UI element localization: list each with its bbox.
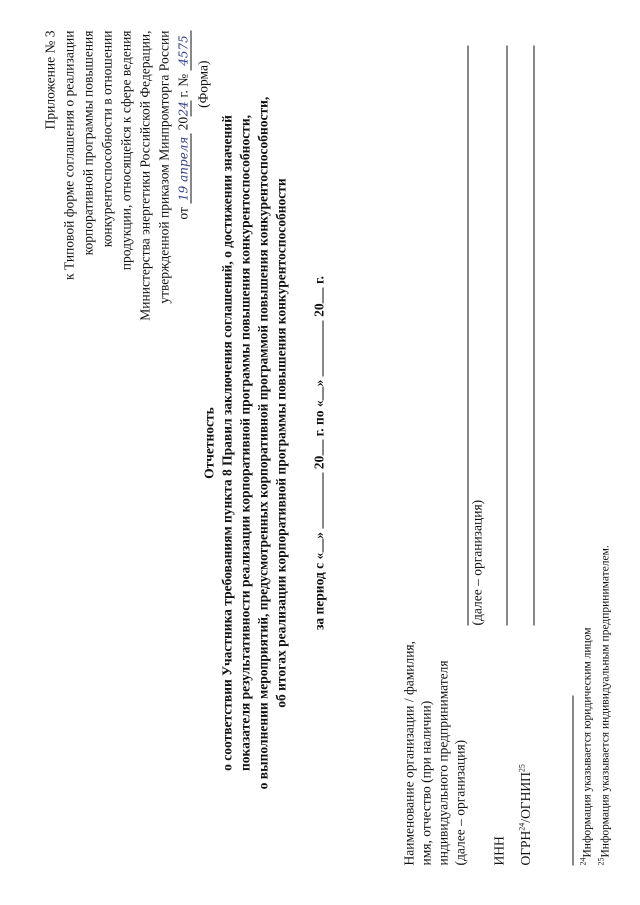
month-from-field[interactable] xyxy=(310,472,323,528)
footnote-number: 24 xyxy=(578,857,587,865)
handwritten-year: 24 xyxy=(176,100,190,117)
footnote-text: Информация указывается индивидуальным предпринимателем. xyxy=(598,544,611,857)
ogrn-field[interactable] xyxy=(516,45,534,625)
org-name-label: Наименование организации / фамилия, имя, отчество (при наличии) индивидуального предпринимателя (далее – организация) xyxy=(401,640,467,865)
annex-line: Приложение № 3 xyxy=(42,30,57,129)
year-from-field[interactable] xyxy=(310,439,323,455)
annex-line: Министерства энергетики Российской Федерации, xyxy=(137,30,152,321)
period-year-to: 20 xyxy=(311,302,326,317)
footnote-24 xyxy=(576,85,594,865)
org-name-field[interactable] xyxy=(450,45,468,625)
annex-date-line xyxy=(173,30,192,330)
year-prefix: 20 xyxy=(175,116,190,130)
year-to-field[interactable] xyxy=(310,287,323,303)
footnotes xyxy=(572,85,612,865)
ogrn-label: ОГРН xyxy=(517,830,533,865)
footnote-text: Информация указывается юридическим лицом xyxy=(580,627,593,857)
reporting-period xyxy=(310,0,327,905)
title-line: о соответствии Участника требованиям пункта 8 Правил заключения соглашений, о достижении значений xyxy=(219,114,234,771)
inn-field[interactable] xyxy=(489,45,507,625)
document-title xyxy=(200,40,290,845)
annex-line: продукции, относящейся к сфере ведения xyxy=(118,30,133,270)
period-mid: г. по « xyxy=(311,399,326,436)
inn-row xyxy=(489,45,507,865)
title-line: об итогах реализации корпоративной программы повышения конкурентоспособности xyxy=(273,177,288,708)
date-prefix: от xyxy=(175,206,190,220)
day-from-field[interactable] xyxy=(310,538,323,552)
footnote-number: 25 xyxy=(595,857,605,865)
form-label: (Форма) xyxy=(195,60,210,108)
period-close-quote: » xyxy=(311,379,326,386)
period-suffix: г. xyxy=(311,275,326,284)
period-year-from: 20 xyxy=(311,455,326,469)
title-line: о выполнении мероприятий, предусмотренных корпоративной программой повышения конкурентоспособности, xyxy=(255,96,270,789)
annex-line: к Типовой форме соглашения о реализации xyxy=(61,30,76,280)
annex-line: утвержденной приказом Минпромторга России xyxy=(156,30,171,304)
organization-fields xyxy=(400,45,534,865)
title-line: показателя результативности реализации корпоративной программы повышения конкурентоспособности, xyxy=(237,114,252,771)
ognip-label: /ОГНИП xyxy=(517,771,533,823)
month-to-field[interactable] xyxy=(310,320,323,376)
title-heading: Отчетность xyxy=(201,406,216,479)
org-name-hint: (далее – организация) xyxy=(469,499,484,625)
period-prefix: за период с « xyxy=(311,552,326,630)
handwritten-date: 19 апреля xyxy=(176,133,191,203)
annex-line: корпоративной программы повышения xyxy=(80,30,95,255)
day-to-field[interactable] xyxy=(310,386,323,400)
annex-line: конкурентоспособности в отношении xyxy=(99,30,114,247)
inn-label: ИНН xyxy=(491,835,506,865)
footnote-ref: 25 xyxy=(517,763,526,772)
number-label: г. № xyxy=(175,73,190,98)
period-close-quote: » xyxy=(311,531,326,539)
footnote-25 xyxy=(594,85,612,865)
ogrn-row xyxy=(513,45,534,865)
org-name-row xyxy=(400,45,468,865)
footnote-divider xyxy=(572,695,573,865)
annex-header xyxy=(40,30,212,330)
ogrn-label-group xyxy=(513,635,534,865)
handwritten-number: 4575 xyxy=(176,30,191,70)
footnote-ref: 24 xyxy=(517,822,526,831)
